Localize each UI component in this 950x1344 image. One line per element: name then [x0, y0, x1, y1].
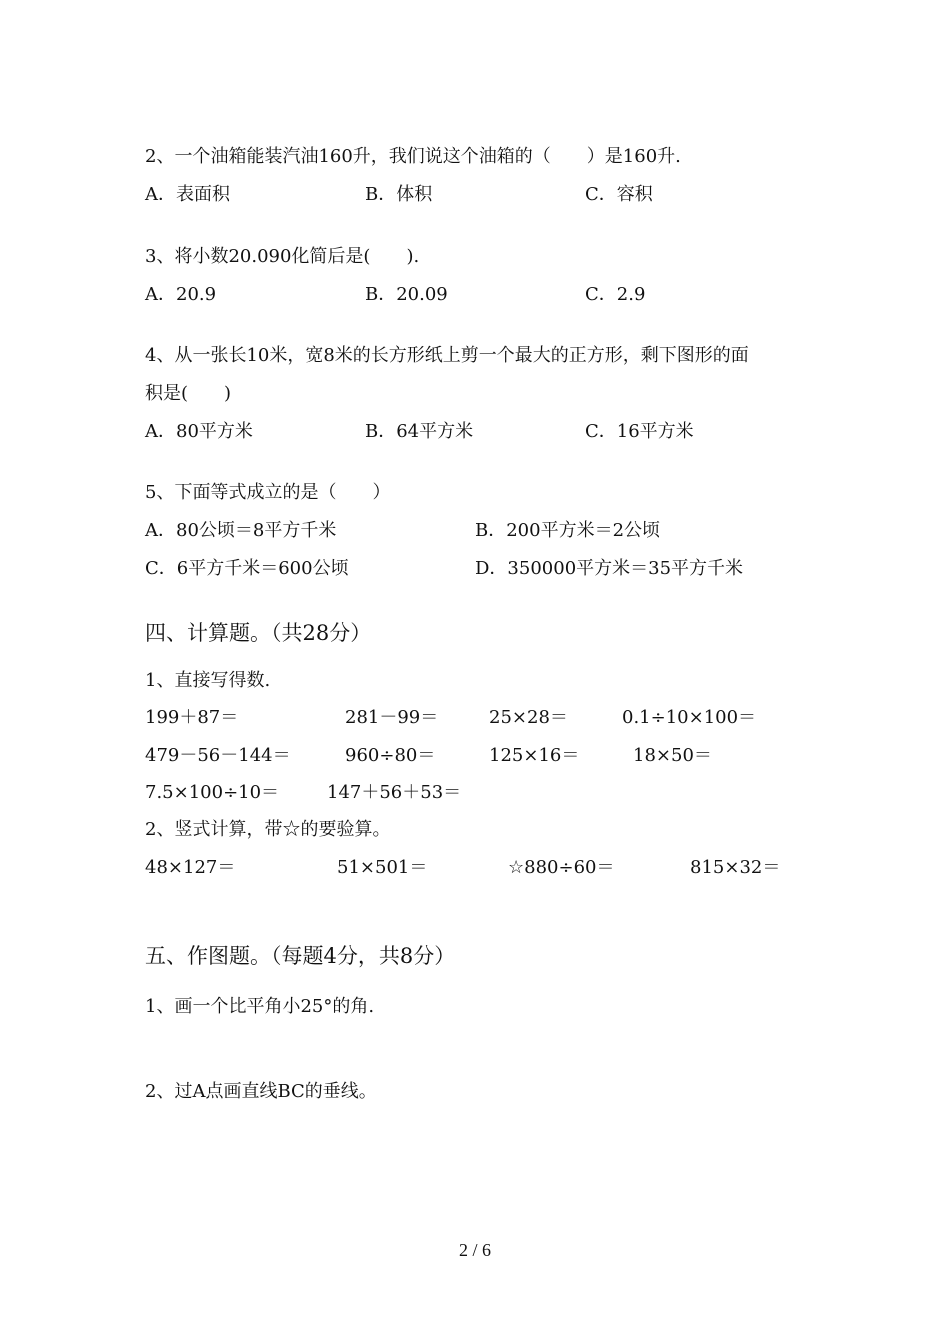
q5-stem: 5、下面等式成立的是（ ） [145, 482, 391, 503]
q4-stem-line2: 积是( ) [145, 383, 232, 404]
q4-option-a: A．80平方米 [145, 421, 253, 442]
q5-option-a: A．80公顷＝8平方千米 [145, 520, 337, 541]
q4-stem-line1: 4、从一张长10米，宽8米的长方形纸上剪一个最大的正方形，剩下图形的面 [145, 345, 749, 366]
calc-item: 960÷80＝ [345, 745, 436, 766]
q3-option-c: C．2.9 [585, 284, 646, 305]
calc-item: 125×16＝ [489, 745, 580, 766]
calc-item: 7.5×100÷10＝ [145, 782, 280, 803]
q3-option-b: B．20.09 [365, 284, 448, 305]
calc-item: 0.1÷10×100＝ [622, 707, 757, 728]
calc-item: 147＋56＋53＝ [327, 782, 462, 803]
vertical-calc-item: ☆880÷60＝ [508, 857, 615, 878]
section4-q2: 2、竖式计算，带☆的要验算。 [145, 819, 391, 840]
calc-item: 25×28＝ [489, 707, 568, 728]
q5-option-b: B．200平方米＝2公顷 [475, 520, 661, 541]
q5-option-c: C．6平方千米＝600公顷 [145, 558, 349, 579]
q2-option-a: A．表面积 [145, 184, 230, 205]
q3-option-a: A．20.9 [145, 284, 217, 305]
q4-option-c: C．16平方米 [585, 421, 694, 442]
q2-option-c: C．容积 [585, 184, 653, 205]
calc-item: 479－56－144＝ [145, 745, 291, 766]
calc-item: 281－99＝ [345, 707, 439, 728]
q3-stem: 3、将小数20.090化简后是( ). [145, 246, 420, 267]
q2-option-b: B．体积 [365, 184, 433, 205]
calc-item: 18×50＝ [633, 745, 712, 766]
q4-option-b: B．64平方米 [365, 421, 474, 442]
vertical-calc-item: 51×501＝ [337, 857, 428, 878]
section5-q1: 1、画一个比平角小25°的角. [145, 996, 375, 1017]
page-number: 2 / 6 [458, 1240, 491, 1260]
section5-q2: 2、过A点画直线BC的垂线。 [145, 1081, 377, 1102]
vertical-calc-item: 815×32＝ [690, 857, 781, 878]
calc-item: 199＋87＝ [145, 707, 239, 728]
vertical-calc-item: 48×127＝ [145, 857, 236, 878]
q2-stem: 2、一个油箱能装汽油160升，我们说这个油箱的（ ）是160升. [145, 146, 681, 167]
q5-option-d: D．350000平方米＝35平方千米 [475, 558, 744, 579]
section5-title: 五、作图题。（每题4分，共8分） [145, 944, 456, 968]
section4-q1: 1、直接写得数. [145, 670, 271, 691]
section4-title: 四、计算题。（共28分） [145, 621, 372, 645]
